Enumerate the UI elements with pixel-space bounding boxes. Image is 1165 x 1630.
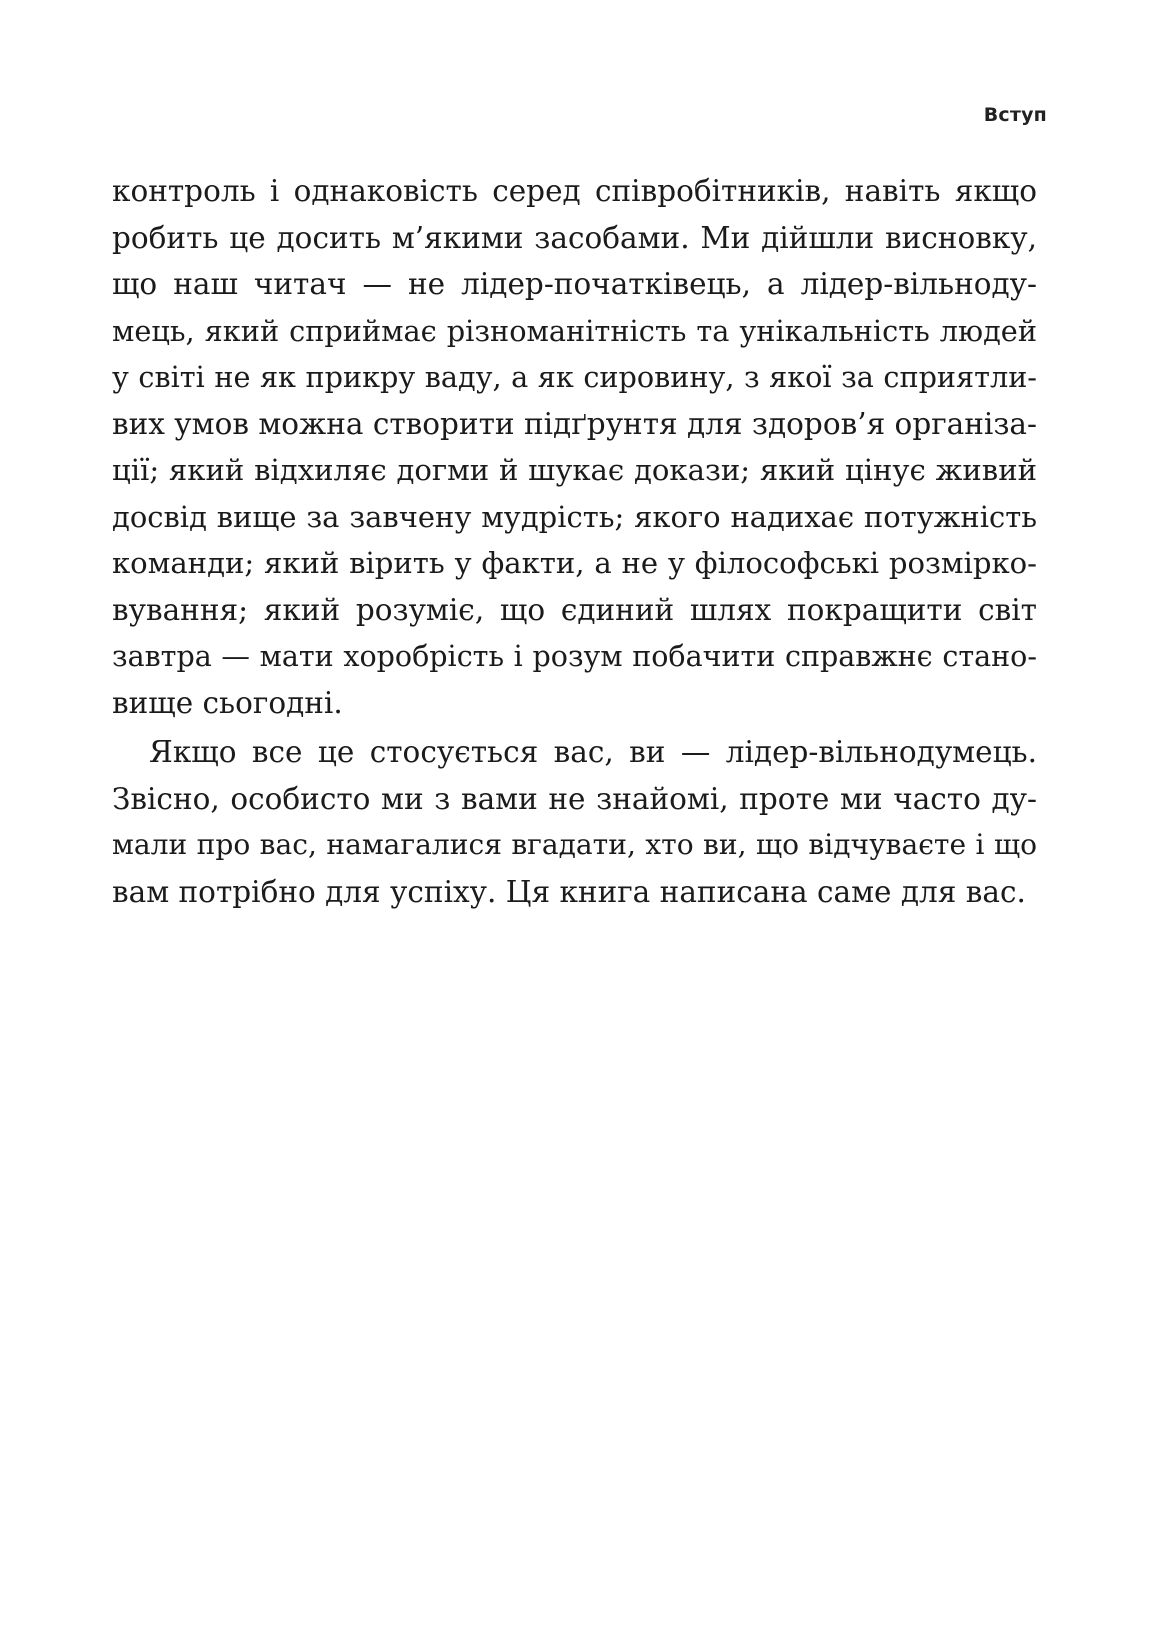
paragraph-2 <box>112 729 1037 915</box>
text-line: команди; який вірить у факти, а не у філософські розмірко- <box>112 546 1037 580</box>
text-line: мали про вас, намагалися вгадати, хто ви, що відчуваєте і що <box>112 828 1037 861</box>
text-line: ції; який відхиляє догми й шукає докази; який цінує живий <box>112 453 1037 487</box>
body-text <box>112 168 1037 915</box>
text-line: Якщо все це стосується вас, ви — лідер-вільнодумець. <box>149 735 1037 769</box>
text-line: вування; який розуміє, що єдиний шлях покращити світ <box>112 592 1037 627</box>
text-line: робить це досить м’якими засобами. Ми дійшли висновку, <box>112 220 1037 255</box>
text-line: вам потрібно для успіху. Ця книга написана саме для вас. <box>112 874 1026 909</box>
text-line: Звісно, особисто ми з вами не знайомі, проте ми часто ду- <box>112 781 1037 816</box>
text-line: завтра — мати хоробрість і розум побачити справжнє стано- <box>112 639 1037 673</box>
running-head: Вступ <box>983 104 1047 126</box>
text-line: мець, який сприймає різноманітність та унікальність людей <box>112 313 1037 348</box>
text-line: що наш читач — не лідер-початківець, а лідер-вільноду- <box>112 267 1037 301</box>
text-line: досвід вище за завчену мудрість; якого надихає потужність <box>112 499 1037 534</box>
paragraph-1 <box>112 168 1037 726</box>
text-line: вих умов можна створити підґрунтя для здоров’я організа- <box>112 406 1037 441</box>
text-line: у світі не як прикру ваду, а як сировину, з якої за сприятли- <box>112 360 1037 394</box>
text-line: контроль і однаковість серед співробітників, навіть якщо <box>112 174 1037 208</box>
text-line: вище сьогодні. <box>112 685 343 720</box>
